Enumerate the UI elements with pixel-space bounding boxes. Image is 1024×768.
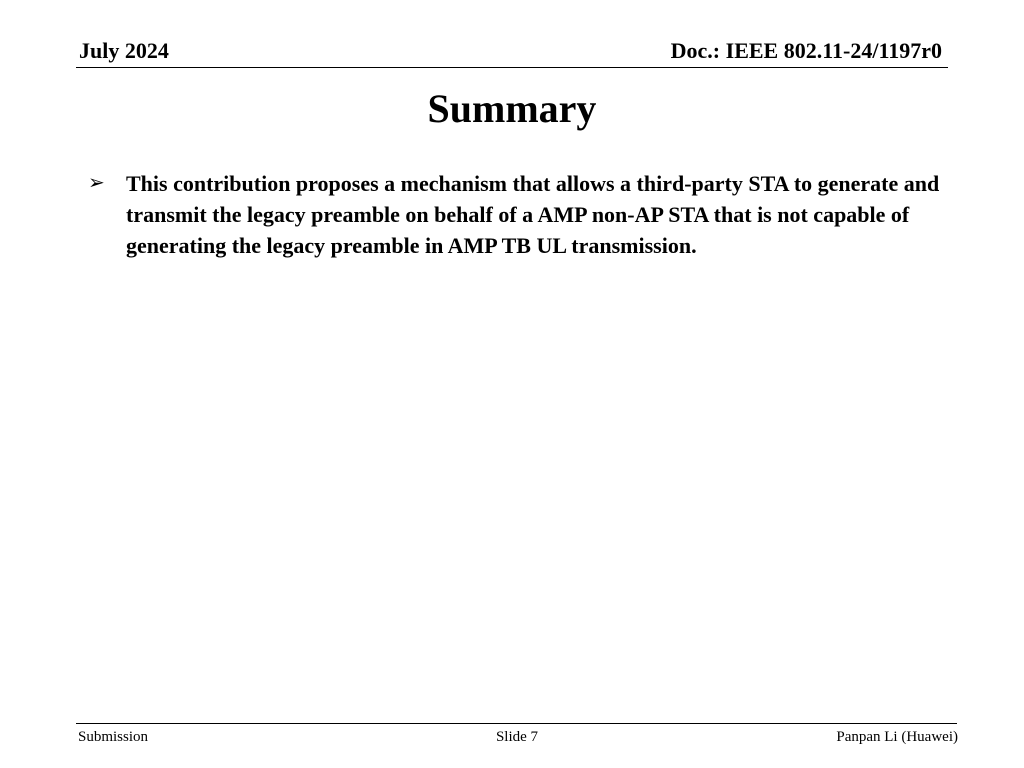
footer-divider <box>76 723 957 724</box>
slide-title: Summary <box>427 86 597 131</box>
bullet-text: This contribution proposes a mechanism that allows a third-party STA to generate and transmit the legacy preamble on behalf of a AMP non-AP STA that is not capable of generating the legacy preamble in AMP TB UL transmission. <box>126 171 940 258</box>
header-date: July 2024 <box>79 38 169 63</box>
footer-submission: Submission <box>78 729 149 745</box>
bullet-list <box>88 168 948 261</box>
bullet-item <box>88 168 948 261</box>
header-divider <box>76 67 948 68</box>
header-doc-id: Doc.: IEEE 802.11-24/1197r0 <box>670 38 942 63</box>
footer-slide-number: Slide 7 <box>495 729 539 745</box>
footer-author: Panpan Li (Huawei) <box>836 729 958 745</box>
arrowhead-bullet-icon: ➢ <box>88 172 105 194</box>
